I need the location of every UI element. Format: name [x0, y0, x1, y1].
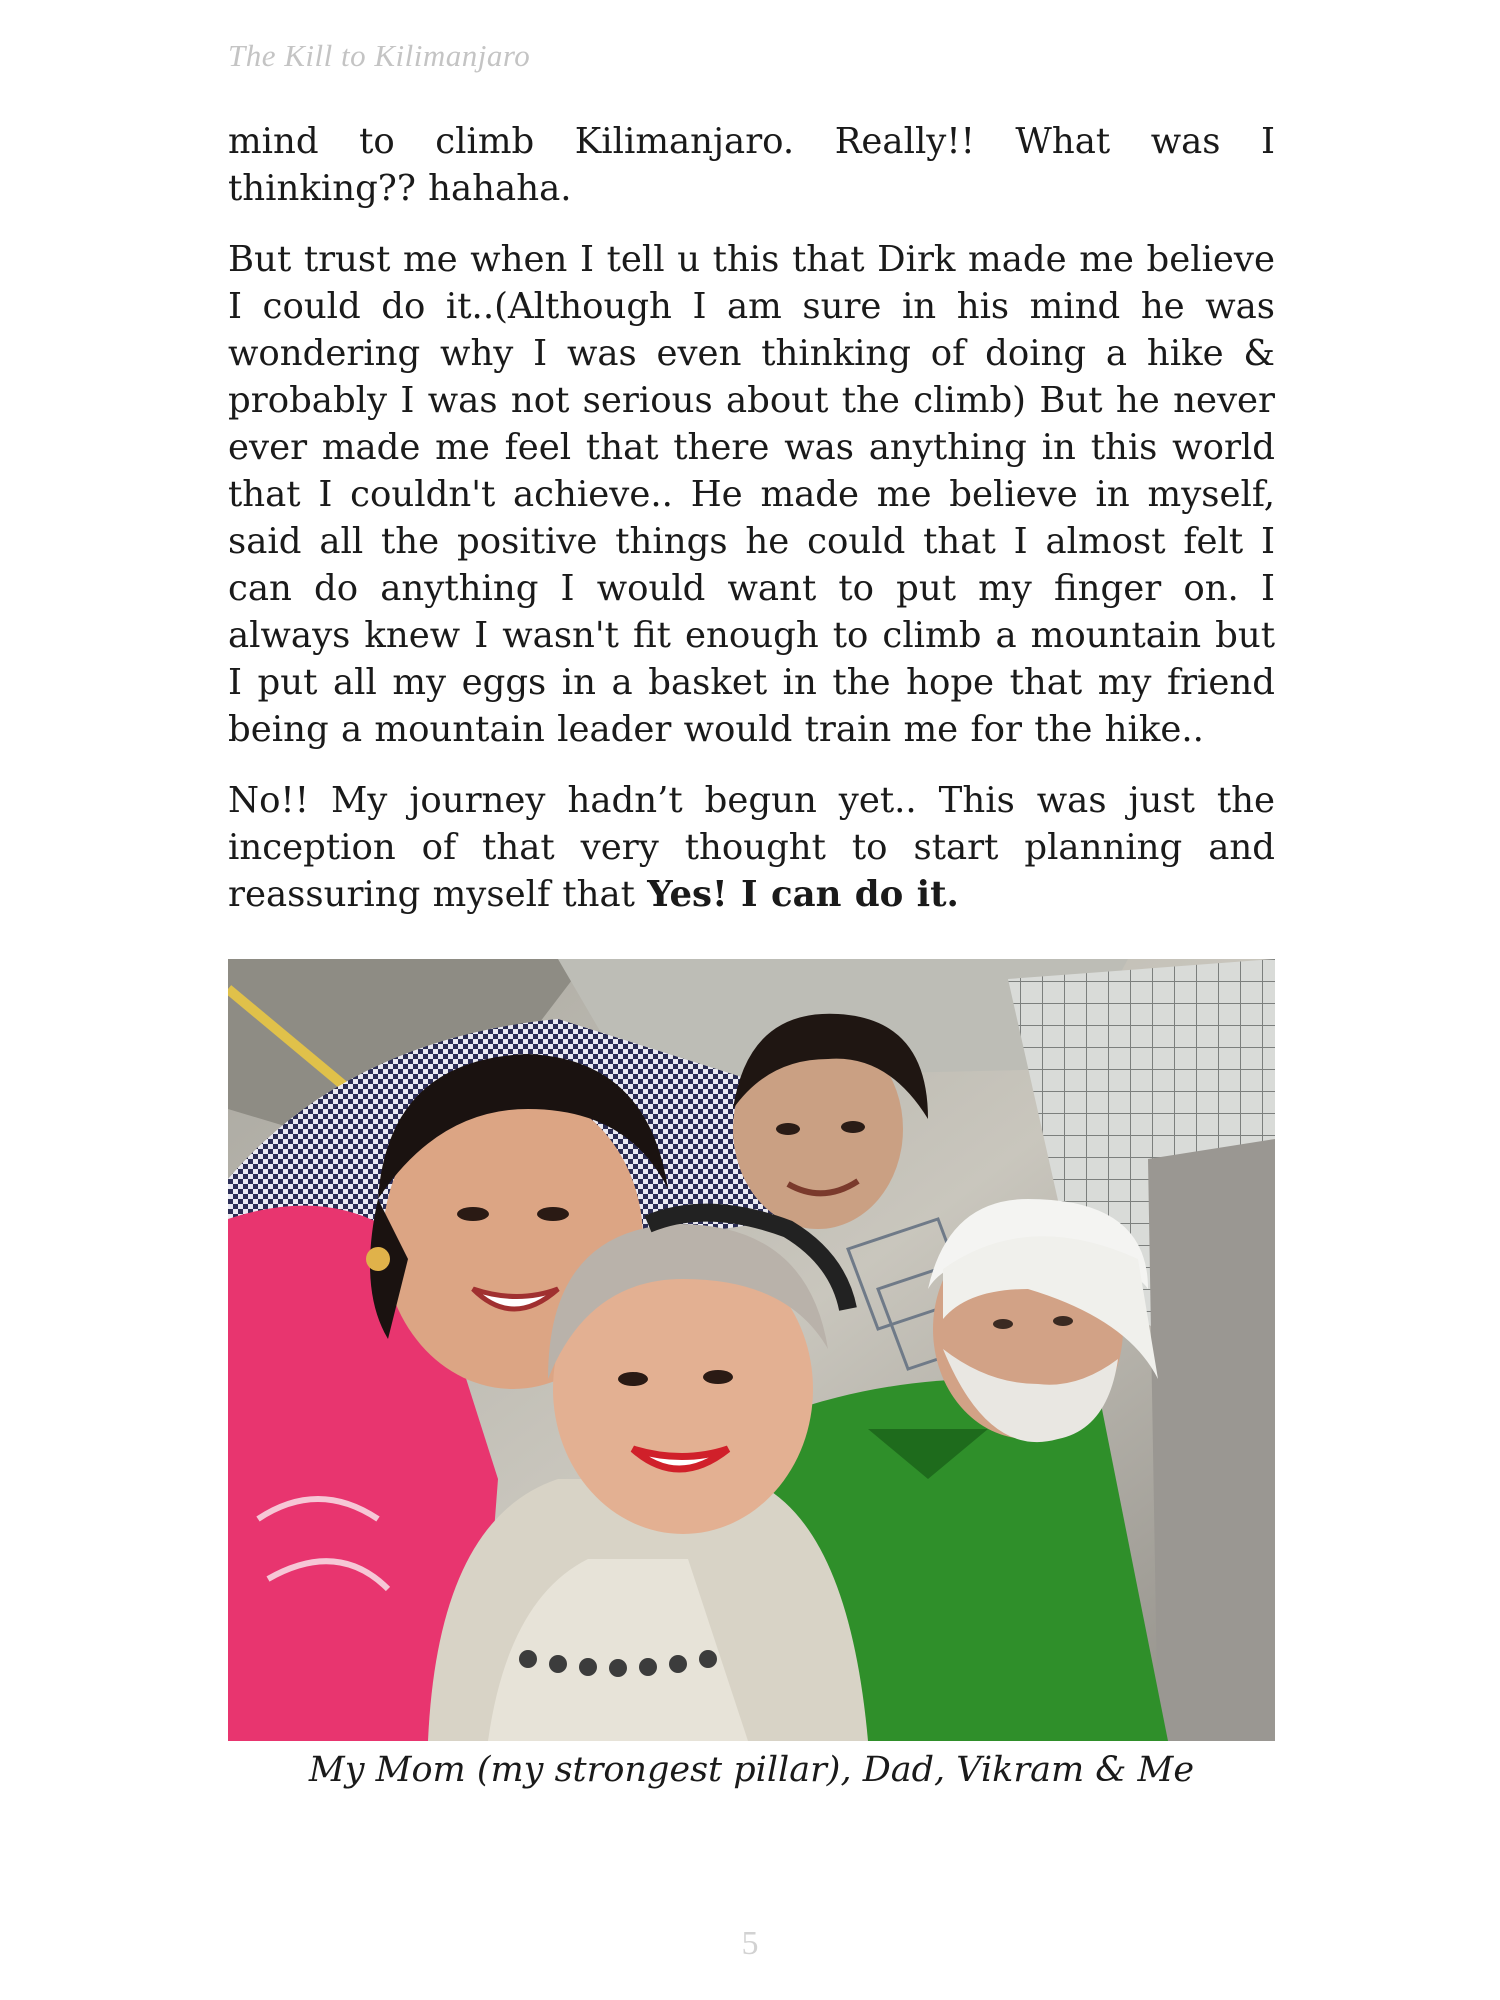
paragraph-3-text: No!! My journey hadn’t begun yet.. This was just the inception of that very thought to start planning and reassuring myself that — [228, 780, 1275, 915]
emphasis-text: Yes! I can do it. — [647, 874, 959, 915]
paragraph-1: mind to climb Kilimanjaro. Really!! What was I thinking?? hahaha. — [228, 121, 1275, 209]
family-photo-illustration — [228, 959, 1275, 1741]
page-number: 5 — [741, 1925, 759, 1962]
paragraph-3 — [228, 777, 1275, 918]
running-header: The Kill to Kilimanjaro — [228, 38, 531, 73]
photo-caption: My Mom (my strongest pillar), Dad, Vikram & Me — [308, 1750, 1195, 1790]
body-text — [228, 118, 1275, 942]
paragraph-2: But trust me when I tell u this that Dirk made me believe I could do it..(Although I am sure in his mind he was wondering why I was even thinking of doing a hike & probably I was not serious about the climb) But he never ever made me feel that there was anything in this world that I couldn't achieve.. He made me believe in myself, said all the positive things he could that I almost felt I can do anything I would want to put my finger on. I always knew I wasn't fit enough to climb a mountain but I put all my eggs in a basket in the hope that my friend being a mountain leader would train me for the hike.. — [228, 239, 1275, 750]
family-photo — [228, 959, 1275, 1741]
